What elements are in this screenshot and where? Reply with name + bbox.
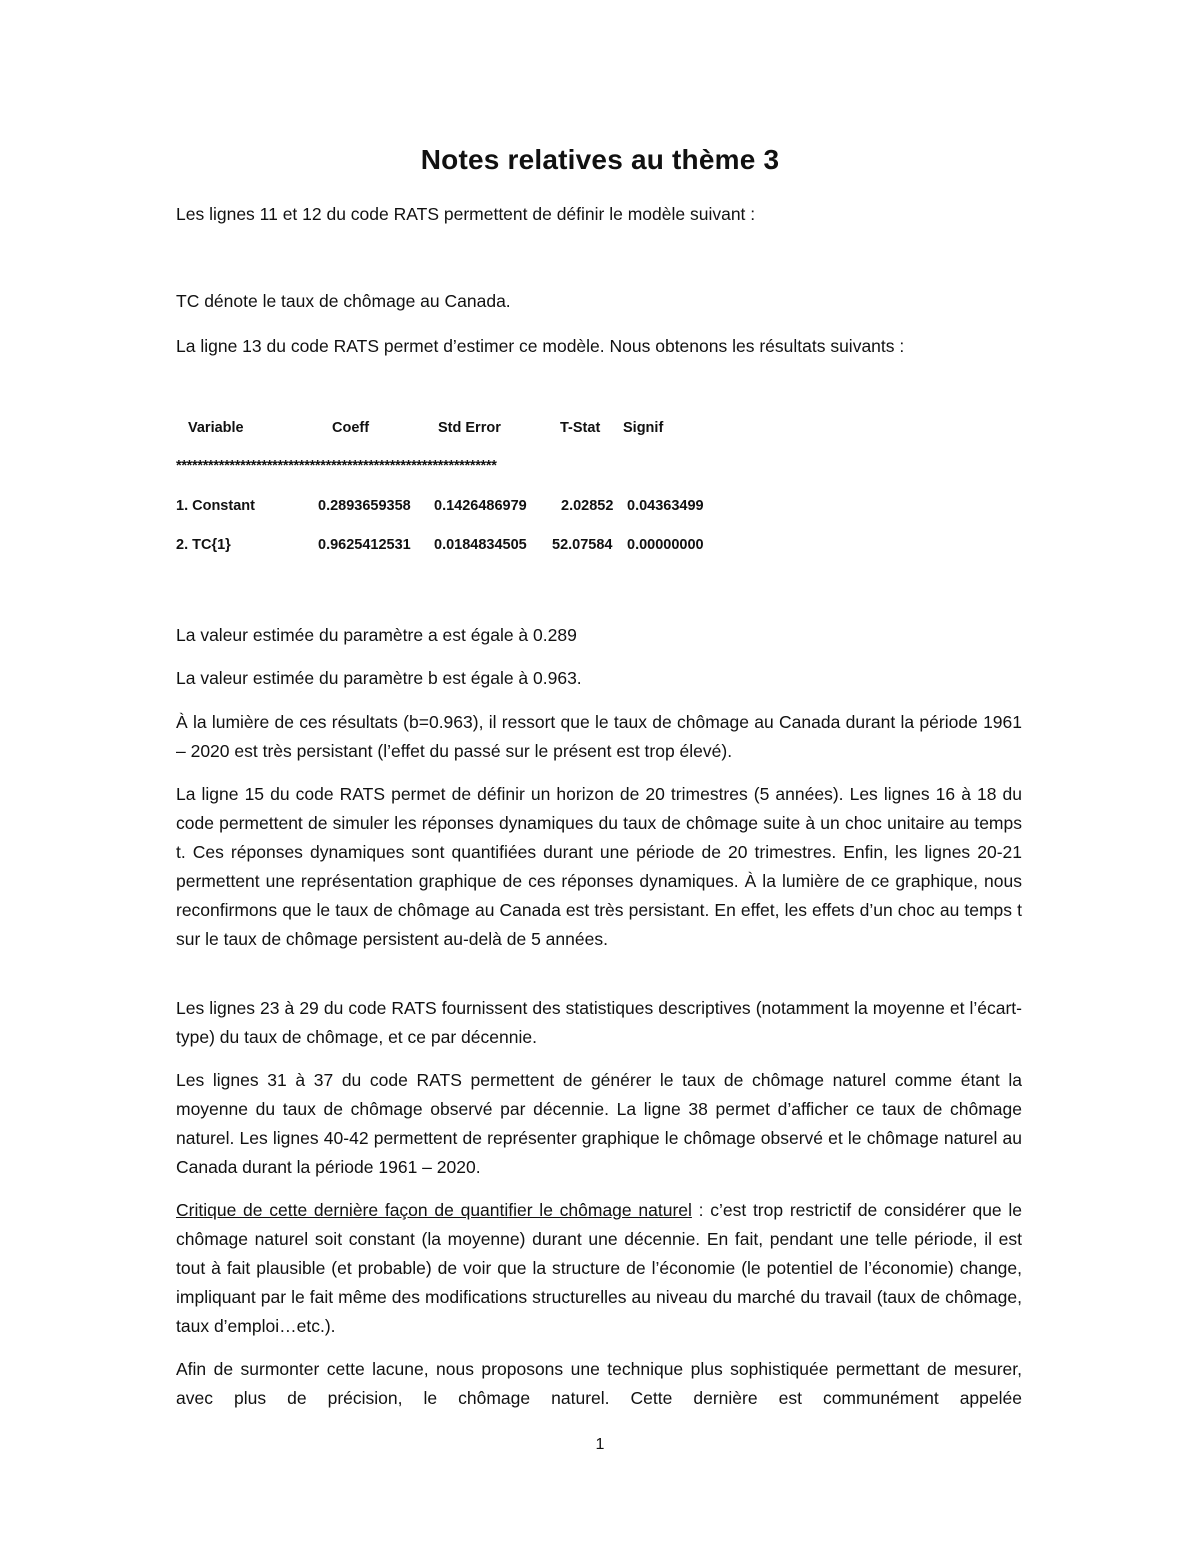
row-std-error: 0.0184834505	[434, 537, 527, 553]
critique-body: : c’est trop restrictif de considérer que le chômage naturel soit constant (la moyenne) durant une décennie. En fait, pendant une telle période, il est tout à fait plausible (et probable) de voir que la structure de l’économie (le potentiel de l’économie) change, impliquant par le fait même des modifications structurelles au niveau du marché du travail (taux de chômage, taux d’emploi…etc.).	[176, 1200, 1023, 1336]
row-std-error: 0.1426486979	[434, 498, 527, 514]
row-signif: 0.00000000	[627, 537, 704, 553]
param-b-line: La valeur estimée du paramètre b est égale à 0.963.	[176, 668, 582, 688]
header-std-error: Std Error	[438, 420, 501, 436]
paragraph-persistence: À la lumière de ces résultats (b=0.963), il ressort que le taux de chômage au Canada durant la période 1961 – 2020 est très persistant (l’effet du passé sur le présent est trop élevé).	[176, 712, 1022, 761]
critique-heading: Critique de cette dernière façon de quantifier le chômage naturel	[176, 1200, 692, 1220]
header-signif: Signif	[623, 420, 664, 436]
paragraph-critique	[176, 1196, 1022, 1341]
page-number: 1	[595, 1436, 605, 1453]
param-a-line: La valeur estimée du paramètre a est égale à 0.289	[176, 625, 577, 645]
header-coeff: Coeff	[332, 420, 370, 436]
row-variable: 2. TC{1}	[176, 537, 231, 553]
tc-definition-line: TC dénote le taux de chômage au Canada.	[176, 291, 511, 311]
page-title: Notes relatives au thème 3	[420, 144, 780, 175]
paragraph-descriptive-stats: Les lignes 23 à 29 du code RATS fournissent des statistiques descriptives (notamment la moyenne et l’écart-type) du taux de chômage, et ce par décennie.	[176, 998, 1022, 1047]
row-coeff: 0.2893659358	[318, 498, 411, 514]
header-variable: Variable	[188, 420, 244, 436]
table-separator: ************************************************************	[176, 458, 497, 474]
estimate-line: La ligne 13 du code RATS permet d’estimer ce modèle. Nous obtenons les résultats suivants :	[176, 336, 905, 356]
row-variable: 1. Constant	[176, 498, 255, 514]
paragraph-natural-rate: Les lignes 31 à 37 du code RATS permettent de générer le taux de chômage naturel comme étant la moyenne du taux de chômage observé par décennie. La ligne 38 permet d’afficher ce taux de chômage naturel. Les lignes 40-42 permettent de représenter graphique le chômage observé et le chômage naturel au Canada durant la période 1961 – 2020.	[176, 1070, 1022, 1177]
paragraph-impulse-response: La ligne 15 du code RATS permet de définir un horizon de 20 trimestres (5 années). Les lignes 16 à 18 du code permettent de simuler les réponses dynamiques du taux de chômage suite à un choc unitaire au temps t. Ces réponses dynamiques sont quantifiées durant une période de 20 trimestres. Enfin, les lignes 20-21 permettent une représentation graphique de ces réponses dynamiques. À la lumière de ce graphique, nous reconfirmons que le taux de chômage au Canada est très persistant. En effet, les effets d’un choc au temps t sur le taux de chômage persistent au-delà de 5 années.	[176, 784, 1022, 949]
row-t-stat: 2.02852	[561, 498, 614, 514]
row-t-stat: 52.07584	[552, 537, 613, 553]
paragraph-proposal: Afin de surmonter cette lacune, nous proposons une technique plus sophistiquée permettant de mesurer, avec plus de précision, le chômage naturel. Cette dernière est communément appelée	[176, 1359, 1022, 1408]
row-signif: 0.04363499	[627, 498, 704, 514]
row-coeff: 0.9625412531	[318, 537, 411, 553]
header-t-stat: T-Stat	[560, 420, 601, 436]
intro-line: Les lignes 11 et 12 du code RATS permettent de définir le modèle suivant :	[176, 204, 756, 224]
